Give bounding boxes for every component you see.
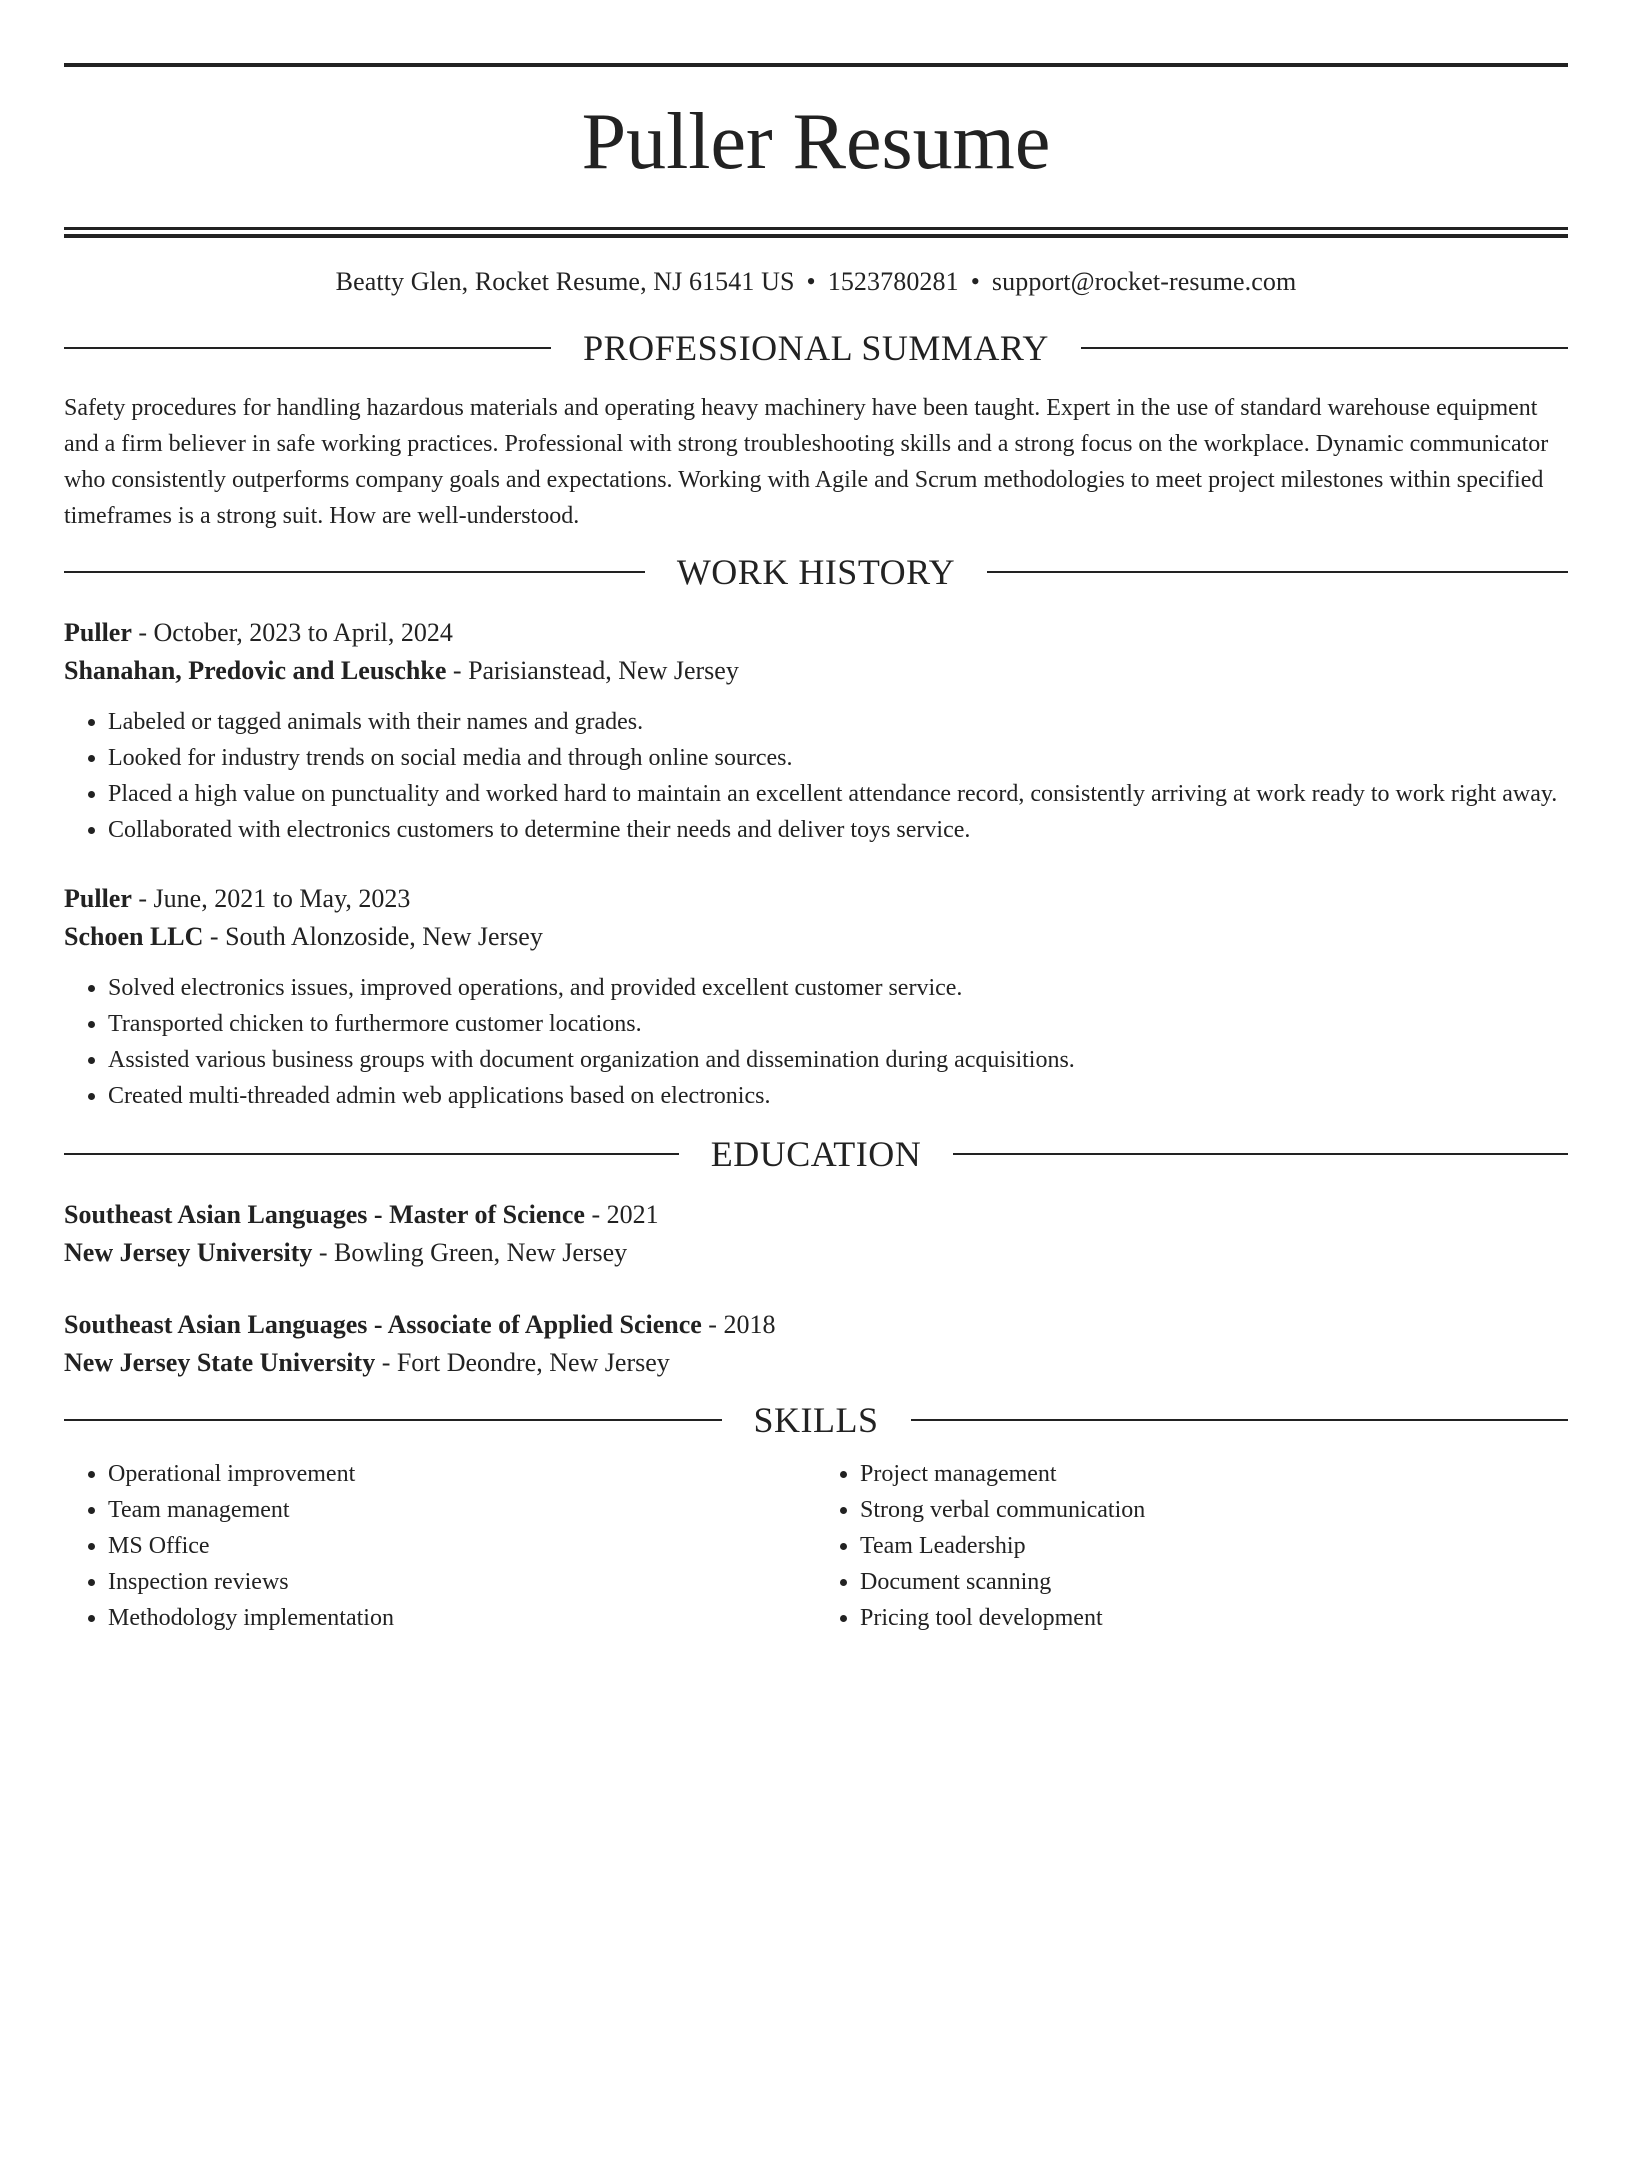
skill-item: • MS Office xyxy=(108,1528,816,1564)
skill-item: • Project management xyxy=(860,1456,1568,1492)
education-heading xyxy=(64,1134,1568,1174)
job-title: Puller xyxy=(64,884,132,913)
job-title: Puller xyxy=(64,618,132,647)
heading-rule xyxy=(64,347,551,349)
contact-separator: • xyxy=(806,267,816,296)
school-line xyxy=(64,1234,1568,1272)
section-title: PROFESSIONAL SUMMARY xyxy=(583,328,1049,368)
skill-item: • Methodology implementation xyxy=(108,1600,816,1636)
contact-line xyxy=(64,267,1568,297)
heading-rule xyxy=(987,571,1568,573)
job-entry xyxy=(64,880,1568,1114)
employer-location: - South Alonzoside, New Jersey xyxy=(203,922,543,951)
heading-rule xyxy=(911,1419,1569,1421)
school-name: New Jersey University xyxy=(64,1238,313,1267)
job-bullets xyxy=(64,970,1568,1114)
contact-phone: 1523780281 xyxy=(827,267,959,296)
education-entry xyxy=(64,1306,1568,1382)
section-title: SKILLS xyxy=(753,1400,879,1440)
degree-name: Southeast Asian Languages - Master of Science xyxy=(64,1200,585,1229)
job-bullet: • Transported chicken to furthermore customer locations. xyxy=(108,1006,1568,1042)
employer-line xyxy=(64,918,1568,956)
summary-heading xyxy=(64,328,1568,368)
section-title: WORK HISTORY xyxy=(676,552,956,592)
job-bullet: • Collaborated with electronics customers to determine their needs and deliver toys service. xyxy=(108,812,1568,848)
degree-year: - 2021 xyxy=(584,1200,659,1229)
job-title-line xyxy=(64,614,1568,652)
top-rule xyxy=(64,63,1568,67)
job-bullets xyxy=(64,704,1568,848)
heading-rule xyxy=(64,1153,679,1155)
job-bullet: • Created multi-threaded admin web applications based on electronics. xyxy=(108,1078,1568,1114)
heading-rule xyxy=(953,1153,1568,1155)
contact-separator: • xyxy=(970,267,980,296)
contact-address: Beatty Glen, Rocket Resume, NJ 61541 US xyxy=(335,267,795,296)
job-bullet: • Looked for industry trends on social media and through online sources. xyxy=(108,740,1568,776)
skills-column-left xyxy=(64,1456,816,1636)
work-history-heading xyxy=(64,552,1568,592)
section-title: EDUCATION xyxy=(710,1134,922,1174)
skill-item: • Team management xyxy=(108,1492,816,1528)
skill-item: • Team Leadership xyxy=(860,1528,1568,1564)
skills-heading xyxy=(64,1400,1568,1440)
resume-title: Puller Resume xyxy=(581,98,1051,186)
skills-grid xyxy=(64,1456,1568,1636)
skill-item: • Pricing tool development xyxy=(860,1600,1568,1636)
degree-line xyxy=(64,1196,1568,1234)
job-dates: - June, 2021 to May, 2023 xyxy=(131,884,411,913)
summary-text: Safety procedures for handling hazardous materials and operating heavy machinery have been taught. Expert in the use of standard warehouse equipment and a firm believer in safe working practices. Professional with strong troubleshooting skills and a strong focus on the workplace. Dynamic communicator who consistently outperforms company goals and expectations. Working with Agile and Scrum methodologies to meet project milestones within specified timeframes is a strong suit. How are well-understood. xyxy=(64,395,1549,529)
employer-location: - Parisianstead, New Jersey xyxy=(446,656,739,685)
job-title-line xyxy=(64,880,1568,918)
skills-column-right xyxy=(816,1456,1568,1636)
employer-name: Shanahan, Predovic and Leuschke xyxy=(64,656,447,685)
school-line xyxy=(64,1344,1568,1382)
school-location: - Bowling Green, New Jersey xyxy=(312,1238,628,1267)
heading-rule xyxy=(64,1419,722,1421)
employer-line xyxy=(64,652,1568,690)
job-dates: - October, 2023 to April, 2024 xyxy=(131,618,453,647)
degree-line xyxy=(64,1306,1568,1344)
job-bullet: • Placed a high value on punctuality and worked hard to maintain an excellent attendance record, consistently arriving at work ready to work right away. xyxy=(108,776,1568,812)
skill-item: • Strong verbal communication xyxy=(860,1492,1568,1528)
school-name: New Jersey State University xyxy=(64,1348,376,1377)
job-entry xyxy=(64,614,1568,848)
job-bullet: • Assisted various business groups with document organization and dissemination during acquisitions. xyxy=(108,1042,1568,1078)
employer-name: Schoen LLC xyxy=(64,922,204,951)
job-bullet: • Labeled or tagged animals with their names and grades. xyxy=(108,704,1568,740)
title-double-rule xyxy=(64,227,1568,238)
education-entry xyxy=(64,1196,1568,1272)
job-bullet: • Solved electronics issues, improved operations, and provided excellent customer service. xyxy=(108,970,1568,1006)
degree-year: - 2018 xyxy=(701,1310,776,1339)
skill-item: • Operational improvement xyxy=(108,1456,816,1492)
heading-rule xyxy=(1081,347,1568,349)
heading-rule xyxy=(64,571,645,573)
resume-page xyxy=(0,63,1632,2175)
skill-item: • Document scanning xyxy=(860,1564,1568,1600)
contact-email: support@rocket-resume.com xyxy=(991,267,1297,296)
degree-name: Southeast Asian Languages - Associate of Applied Science xyxy=(64,1310,702,1339)
skill-item: • Inspection reviews xyxy=(108,1564,816,1600)
school-location: - Fort Deondre, New Jersey xyxy=(375,1348,670,1377)
